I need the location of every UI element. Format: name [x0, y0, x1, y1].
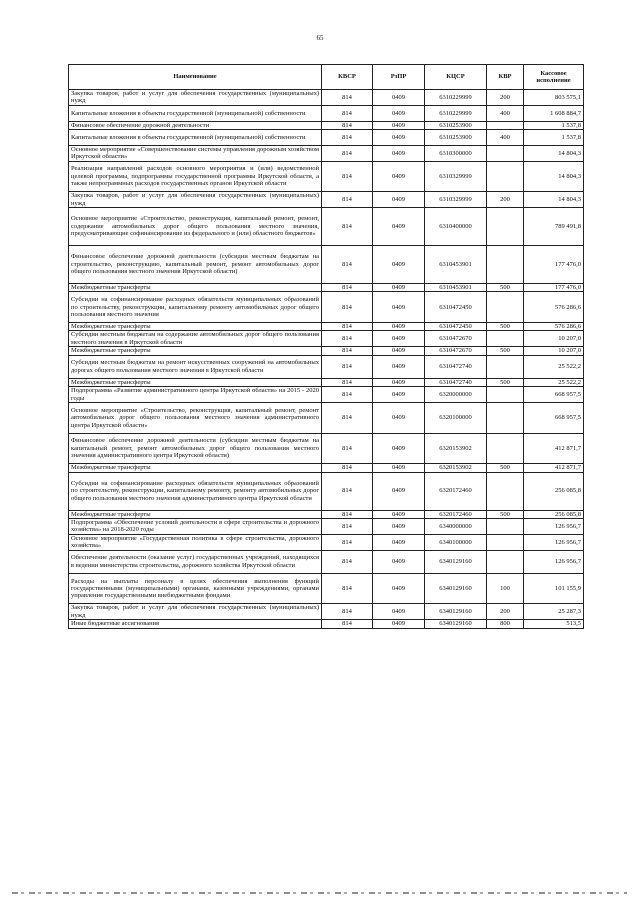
cell-kvsr: 814 — [322, 387, 373, 403]
cell-rzpr: 0409 — [373, 355, 425, 378]
cell-kvsr: 814 — [322, 284, 373, 292]
cell-sum: 576 286,6 — [524, 292, 584, 323]
header-kvsr: КВСР — [322, 65, 373, 90]
cell-name: Основное мероприятие «Совершенствование системы управления дорожным хозяйством Иркутской области» — [69, 145, 322, 161]
table-row — [69, 323, 584, 331]
cell-rzpr: 0409 — [373, 161, 425, 192]
cell-kvsr: 814 — [322, 246, 373, 284]
cell-kcsr: 6340129160 — [425, 573, 487, 604]
table-row — [69, 331, 584, 347]
cell-kcsr: 6310253900 — [425, 121, 487, 129]
cell-kvsr: 814 — [322, 208, 373, 246]
cell-sum: 256 085,8 — [524, 510, 584, 518]
table-row — [69, 573, 584, 604]
cell-name: Подпрограмма «Развитие административного центра Иркутской области» на 2015 - 2020 годы — [69, 387, 322, 403]
cell-sum: 126 956,7 — [524, 550, 584, 573]
cell-kvsr: 814 — [322, 323, 373, 331]
cell-kcsr: 6310472450 — [425, 323, 487, 331]
cell-kvsr: 814 — [322, 161, 373, 192]
cell-name: Закупка товаров, работ и услуг для обеспечения государственных (муниципальных) нужд — [69, 192, 322, 208]
cell-rzpr: 0409 — [373, 464, 425, 472]
cell-kcsr: 6310453901 — [425, 284, 487, 292]
cell-name: Капитальные вложения в объекты государственной (муниципальной) собственности — [69, 130, 322, 146]
cell-name: Закупка товаров, работ и услуг для обеспечения государственных (муниципальных) нужд — [69, 90, 322, 106]
cell-sum: 25 287,3 — [524, 604, 584, 620]
cell-name: Субсидии на софинансирование расходных обязательств муниципальных образований по строительству, реконструкции, капитальному ремонту автомобильных дорог общего пользования местного значения — [69, 292, 322, 323]
table-row — [69, 145, 584, 161]
cell-kvsr: 814 — [322, 145, 373, 161]
cell-sum: 177 476,0 — [524, 284, 584, 292]
table-row — [69, 161, 584, 192]
cell-sum: 101 155,9 — [524, 573, 584, 604]
table-row — [69, 604, 584, 620]
cell-kcsr: 6320000000 — [425, 387, 487, 403]
cell-kvsr: 814 — [322, 464, 373, 472]
cell-kcsr: 6310400000 — [425, 208, 487, 246]
table-row — [69, 355, 584, 378]
cell-name: Межбюджетные трансферты — [69, 284, 322, 292]
table-row — [69, 105, 584, 121]
cell-name: Межбюджетные трансферты — [69, 510, 322, 518]
cell-sum: 412 871,7 — [524, 433, 584, 464]
table-row — [69, 121, 584, 129]
header-name: Наименование — [69, 65, 322, 90]
header-kcsr: КЦСР — [425, 65, 487, 90]
cell-rzpr: 0409 — [373, 246, 425, 284]
cell-name: Иные бюджетные ассигнования — [69, 620, 322, 628]
cell-kvr — [487, 331, 524, 347]
cell-sum: 256 085,8 — [524, 472, 584, 510]
cell-kvr — [487, 534, 524, 550]
cell-kvsr: 814 — [322, 130, 373, 146]
cell-kvsr: 814 — [322, 604, 373, 620]
cell-kvsr: 814 — [322, 378, 373, 386]
cell-kvr: 500 — [487, 347, 524, 355]
cell-sum: 1 537,8 — [524, 121, 584, 129]
cell-kvr — [487, 161, 524, 192]
cell-kvr: 200 — [487, 604, 524, 620]
cell-kvsr: 814 — [322, 403, 373, 434]
cell-name: Основное мероприятие «Строительство, реконструкция, капитальный ремонт, ремонт, содержание автомобильных дорог общего пользования местного значения, предусматривающие софинансирование из федерального и (или) областного бюджетов» — [69, 208, 322, 246]
cell-kvr: 500 — [487, 378, 524, 386]
cell-sum: 10 207,0 — [524, 347, 584, 355]
cell-kcsr: 6310472740 — [425, 355, 487, 378]
cell-name: Подпрограмма «Обеспечение условий деятельности в сфере строительства и дорожного хозяйства» на 2018-2020 годы — [69, 519, 322, 535]
cell-kvsr: 814 — [322, 433, 373, 464]
cell-name: Реализация направлений расходов основного мероприятия и (или) ведомственной целевой программы, подпрограммы государственной программы Иркутской области, а также непрограммных расходов государственных органов Иркутской области — [69, 161, 322, 192]
table-row — [69, 620, 584, 628]
cell-name: Межбюджетные трансферты — [69, 347, 322, 355]
cell-kvr — [487, 355, 524, 378]
cell-kvr: 400 — [487, 105, 524, 121]
table-row — [69, 292, 584, 323]
cell-sum: 14 804,3 — [524, 145, 584, 161]
cell-kcsr: 6310472450 — [425, 292, 487, 323]
cell-kvr — [487, 292, 524, 323]
cell-kvr: 500 — [487, 323, 524, 331]
cell-sum: 177 476,0 — [524, 246, 584, 284]
table-row — [69, 550, 584, 573]
cell-kvr: 200 — [487, 192, 524, 208]
page-number: 65 — [316, 34, 324, 42]
cell-sum: 126 956,7 — [524, 534, 584, 550]
scan-edge-artifact — [12, 892, 627, 894]
cell-kcsr: 6340129160 — [425, 620, 487, 628]
cell-kvsr: 814 — [322, 355, 373, 378]
table-row — [69, 90, 584, 106]
cell-kvr: 500 — [487, 510, 524, 518]
cell-rzpr: 0409 — [373, 90, 425, 106]
cell-rzpr: 0409 — [373, 510, 425, 518]
cell-name: Финансовое обеспечение дорожной деятельности (субсидии местным бюджетам на капитальный ремонт, ремонт автомобильных дорог общего пользования местного значения административного центра Иркутской области) — [69, 433, 322, 464]
cell-kvr — [487, 121, 524, 129]
cell-sum: 14 804,3 — [524, 192, 584, 208]
cell-kcsr: 6310253900 — [425, 130, 487, 146]
cell-kvsr: 814 — [322, 90, 373, 106]
cell-rzpr: 0409 — [373, 121, 425, 129]
table-row — [69, 347, 584, 355]
cell-name: Финансовое обеспечение дорожной деятельности — [69, 121, 322, 129]
cell-kvr — [487, 208, 524, 246]
cell-rzpr: 0409 — [373, 192, 425, 208]
cell-kcsr: 6310472740 — [425, 378, 487, 386]
cell-kvr: 800 — [487, 620, 524, 628]
cell-rzpr: 0409 — [373, 284, 425, 292]
cell-sum: 126 956,7 — [524, 519, 584, 535]
cell-kcsr: 6340100000 — [425, 534, 487, 550]
cell-name: Субсидии местным бюджетам на содержание автомобильных дорог общего пользования местного значения в Иркутской области — [69, 331, 322, 347]
cell-kvsr: 814 — [322, 105, 373, 121]
cell-kcsr: 6310472670 — [425, 347, 487, 355]
cell-kvsr: 814 — [322, 192, 373, 208]
cell-kvsr: 814 — [322, 331, 373, 347]
cell-sum: 513,5 — [524, 620, 584, 628]
cell-sum: 1 537,8 — [524, 130, 584, 146]
cell-rzpr: 0409 — [373, 378, 425, 386]
cell-rzpr: 0409 — [373, 604, 425, 620]
cell-rzpr: 0409 — [373, 620, 425, 628]
table-row — [69, 464, 584, 472]
cell-kcsr: 6320100000 — [425, 403, 487, 434]
cell-sum: 803 575,1 — [524, 90, 584, 106]
cell-kcsr: 6340000000 — [425, 519, 487, 535]
cell-rzpr: 0409 — [373, 534, 425, 550]
cell-sum: 668 957,5 — [524, 387, 584, 403]
header-kvr: КВР — [487, 65, 524, 90]
cell-rzpr: 0409 — [373, 433, 425, 464]
cell-kcsr: 6320153902 — [425, 433, 487, 464]
cell-name: Основное мероприятие «Строительство, реконструкция, капитальный ремонт, ремонт автомобильных дорог общего пользования местного значения административного центра Иркутской области» — [69, 403, 322, 434]
cell-rzpr: 0409 — [373, 573, 425, 604]
cell-rzpr: 0409 — [373, 208, 425, 246]
cell-rzpr: 0409 — [373, 550, 425, 573]
cell-kcsr: 6320153902 — [425, 464, 487, 472]
cell-kcsr: 6310229999 — [425, 90, 487, 106]
cell-rzpr: 0409 — [373, 292, 425, 323]
header-rzpr: РзПР — [373, 65, 425, 90]
cell-kcsr: 6310472670 — [425, 331, 487, 347]
cell-rzpr: 0409 — [373, 105, 425, 121]
cell-kcsr: 6310453901 — [425, 246, 487, 284]
cell-kvr: 500 — [487, 464, 524, 472]
cell-kvsr: 814 — [322, 573, 373, 604]
cell-kvr — [487, 403, 524, 434]
cell-kcsr: 6310329999 — [425, 192, 487, 208]
cell-kvr: 500 — [487, 284, 524, 292]
cell-kvsr: 814 — [322, 620, 373, 628]
cell-name: Субсидии на софинансирование расходных обязательств муниципальных образований по строительству, реконструкции, капитальному ремонту, ремонту автомобильных дорог общего пользования местного значения административного центра Иркутской области — [69, 472, 322, 510]
cell-kvr — [487, 246, 524, 284]
cell-rzpr: 0409 — [373, 331, 425, 347]
cell-sum: 412 871,7 — [524, 464, 584, 472]
cell-kvsr: 814 — [322, 519, 373, 535]
cell-name: Межбюджетные трансферты — [69, 464, 322, 472]
cell-name: Финансовое обеспечение дорожной деятельности (субсидии местным бюджетам на строительство, реконструкцию, капитальный ремонт, ремонт автомобильных дорог общего пользования местного значения Иркутской области) — [69, 246, 322, 284]
cell-kcsr: 6340129160 — [425, 604, 487, 620]
table-row — [69, 510, 584, 518]
table-row — [69, 130, 584, 146]
cell-name: Расходы на выплаты персоналу в целях обеспечения выполнения функций государственными (муниципальными) органами, казенными учреждениями, органами управления государственными внебюджетными фондами — [69, 573, 322, 604]
cell-rzpr: 0409 — [373, 387, 425, 403]
cell-rzpr: 0409 — [373, 519, 425, 535]
table-row — [69, 387, 584, 403]
cell-kvr — [487, 550, 524, 573]
cell-rzpr: 0409 — [373, 145, 425, 161]
cell-kvsr: 814 — [322, 472, 373, 510]
cell-sum: 1 608 884,7 — [524, 105, 584, 121]
cell-kvr — [487, 433, 524, 464]
budget-execution-table — [68, 64, 584, 629]
cell-kvr: 400 — [487, 130, 524, 146]
table-row — [69, 192, 584, 208]
cell-kcsr: 6310329999 — [425, 161, 487, 192]
cell-kvr: 200 — [487, 90, 524, 106]
cell-rzpr: 0409 — [373, 347, 425, 355]
cell-sum: 668 957,5 — [524, 403, 584, 434]
cell-sum: 789 491,8 — [524, 208, 584, 246]
cell-rzpr: 0409 — [373, 323, 425, 331]
table-row — [69, 433, 584, 464]
cell-kcsr: 6310229999 — [425, 105, 487, 121]
cell-name: Капитальные вложения в объекты государственной (муниципальной) собственности — [69, 105, 322, 121]
cell-name: Обеспечение деятельности (оказание услуг) государственных учреждений, находящихся в ведении министерства строительства, дорожного хозяйства Иркутской области — [69, 550, 322, 573]
cell-kvr: 100 — [487, 573, 524, 604]
cell-kvsr: 814 — [322, 121, 373, 129]
table-row — [69, 534, 584, 550]
cell-kvsr: 814 — [322, 292, 373, 323]
table-row — [69, 246, 584, 284]
cell-kcsr: 6310300000 — [425, 145, 487, 161]
header-sum: Кассовое исполнение — [524, 65, 584, 90]
table-row — [69, 472, 584, 510]
cell-kcsr: 6340129160 — [425, 550, 487, 573]
cell-rzpr: 0409 — [373, 403, 425, 434]
cell-kvr — [487, 472, 524, 510]
table-row — [69, 284, 584, 292]
cell-kvsr: 814 — [322, 347, 373, 355]
cell-name: Межбюджетные трансферты — [69, 378, 322, 386]
cell-kcsr: 6320172460 — [425, 510, 487, 518]
cell-name: Закупка товаров, работ и услуг для обеспечения государственных (муниципальных) нужд — [69, 604, 322, 620]
table-row — [69, 403, 584, 434]
cell-sum: 25 522,2 — [524, 355, 584, 378]
table-row — [69, 519, 584, 535]
table-body — [69, 90, 584, 629]
cell-rzpr: 0409 — [373, 130, 425, 146]
cell-name: Субсидии местным бюджетам на ремонт искусственных сооружений на автомобильных дорогах общего пользования местного значения в Иркутской области — [69, 355, 322, 378]
cell-name: Межбюджетные трансферты — [69, 323, 322, 331]
cell-kvr — [487, 519, 524, 535]
table-row — [69, 378, 584, 386]
cell-kvr — [487, 387, 524, 403]
cell-sum: 10 207,0 — [524, 331, 584, 347]
cell-rzpr: 0409 — [373, 472, 425, 510]
cell-sum: 25 522,2 — [524, 378, 584, 386]
cell-sum: 14 804,3 — [524, 161, 584, 192]
cell-kvsr: 814 — [322, 550, 373, 573]
cell-name: Основное мероприятие «Государственная политика в сфере строительства, дорожного хозяйства» — [69, 534, 322, 550]
cell-kvsr: 814 — [322, 534, 373, 550]
cell-sum: 576 286,6 — [524, 323, 584, 331]
cell-kvsr: 814 — [322, 510, 373, 518]
cell-kcsr: 6320172460 — [425, 472, 487, 510]
cell-kvr — [487, 145, 524, 161]
table-row — [69, 208, 584, 246]
table-header-row — [69, 65, 584, 90]
